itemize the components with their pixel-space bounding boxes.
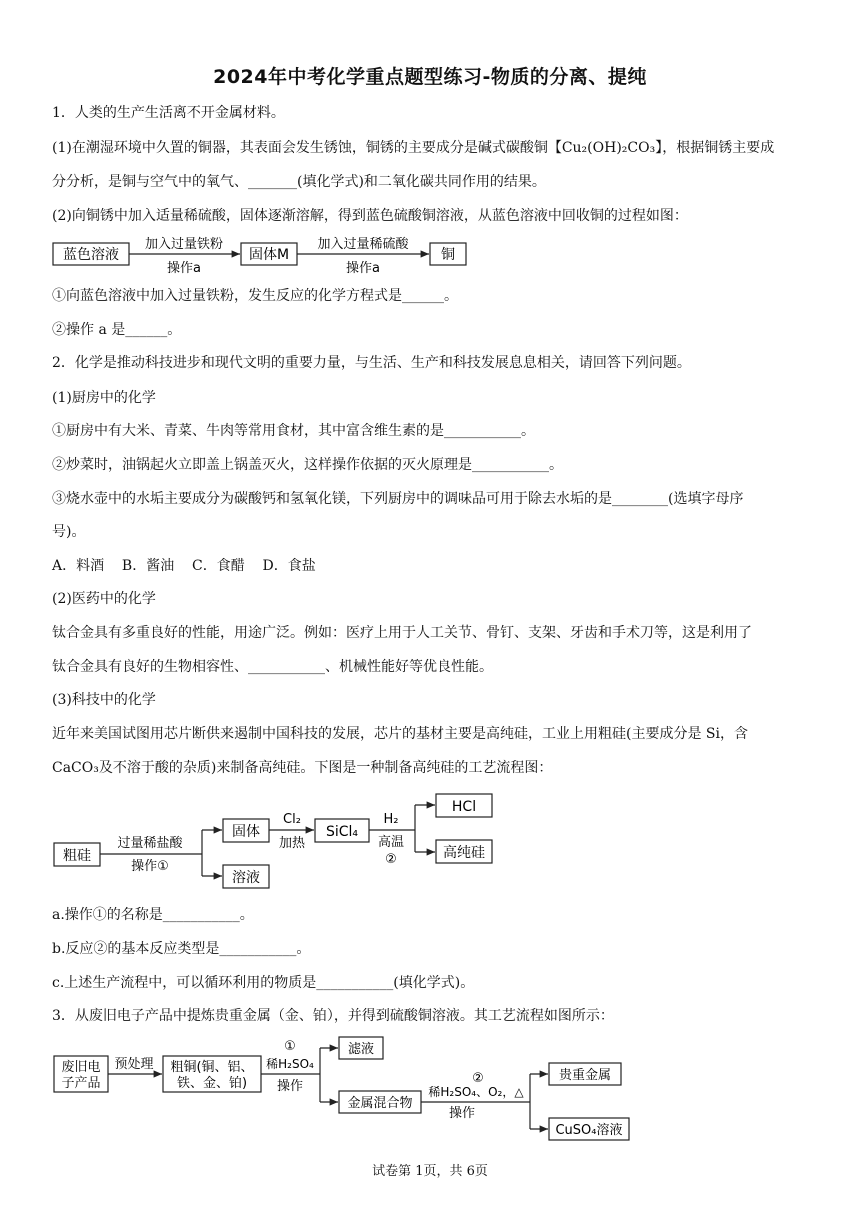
arrow-h2-step: ② <box>385 852 397 867</box>
precious-metal-flowchart <box>50 1034 650 1146</box>
question-2-part-2-line-1: 钛合金具有多重良好的性能，用途广泛。例如：医疗上用于人工关节、骨钉、支架、牙齿和手术刀等，这是利用了 <box>52 625 752 641</box>
box-waste-label-1: 废旧电 <box>61 1060 101 1075</box>
box-filtrate-label: 滤液 <box>347 1042 375 1057</box>
box-hcl-label: HCl <box>451 799 477 815</box>
arrow-step-1-reagent: 稀H₂SO₄ <box>266 1057 314 1071</box>
arrow-step-2-reagent: 稀H₂SO₄、O₂，△ <box>428 1085 524 1099</box>
question-3-stem: 3．从废旧电子产品中提炼贵重金属（金、铂），并得到硫酸铜溶液。其工艺流程如图所示： <box>52 1008 614 1024</box>
arrow-hcl-operation: 操作① <box>131 859 169 874</box>
question-2-part-3-line-1: 近年来美国试图用芯片断供来遏制中国科技的发展，芯片的基材主要是高纯硅，工业上用粗硅(主要成分是 Si，含 <box>52 726 748 742</box>
box-solution-label: 溶液 <box>232 870 260 886</box>
box-solid-m-label: 固体M <box>248 247 290 263</box>
question-1-part-1-line-1: (1)在潮湿环境中久置的铜器，其表面会发生锈蚀，铜锈的主要成分是碱式碳酸铜【Cu₂(OH)₂CO₃】，根据铜锈主要成 <box>52 140 775 156</box>
question-2-part-3-line-2: CaCO₃及不溶于酸的杂质)来制备高纯硅。下图是一种制备高纯硅的工艺流程图： <box>52 760 553 776</box>
question-1-part-1-line-2: 分分析，是铜与空气中的氧气、_______(填化学式)和二氧化碳共同作用的结果。 <box>52 174 546 190</box>
question-2-part-3-sub-b: b.反应②的基本反应类型是___________。 <box>52 941 311 957</box>
question-2-part-3-sub-a: a.操作①的名称是___________。 <box>52 907 254 923</box>
arrow-add-acid-operation: 操作a <box>346 261 380 276</box>
arrow-add-iron-operation: 操作a <box>167 261 201 276</box>
page-title: 2024年中考化学重点题型练习-物质的分离、提纯 <box>213 66 647 88</box>
box-sicl4-label: SiCl₄ <box>325 824 359 840</box>
question-2-options: A．料酒 B．酱油 C．食醋 D．食盐 <box>52 558 316 574</box>
arrow-step-2-number: ② <box>472 1071 484 1086</box>
box-waste-label-2: 子产品 <box>61 1076 101 1091</box>
question-2-part-2-line-2: 钛合金具有良好的生物相容性、___________、机械性能好等优良性能。 <box>52 659 493 675</box>
arrow-cl2-condition: 加热 <box>278 836 306 851</box>
arrow-pretreatment-label: 预处理 <box>114 1057 154 1072</box>
box-precious-metal-label: 贵重金属 <box>558 1068 612 1083</box>
question-2-part-1-sub-2: ②炒菜时，油锅起火立即盖上锅盖灭火，这样操作依据的灭火原理是___________。 <box>52 457 563 473</box>
box-solid-label: 固体 <box>232 824 260 840</box>
arrow-step-1-number: ① <box>284 1039 296 1054</box>
arrow-step-1-operation: 操作 <box>276 1079 304 1094</box>
question-2-part-1-sub-1: ①厨房中有大米、青菜、牛肉等常用食材，其中富含维生素的是___________。 <box>52 423 535 439</box>
silicon-purification-flowchart <box>50 790 500 894</box>
arrow-step-2-operation: 操作 <box>448 1106 476 1121</box>
box-pure-silicon-label: 高纯硅 <box>443 845 485 861</box>
arrow-hcl-label: 过量稀盐酸 <box>117 836 183 851</box>
question-1-part-2-sub-2: ②操作 a 是______。 <box>52 322 182 338</box>
page-footer: 试卷第 1页，共 6页 <box>372 1164 488 1179</box>
box-blue-solution-label: 蓝色溶液 <box>63 247 119 263</box>
box-crude-copper-label-1: 粗铜(铜、铝、 <box>170 1060 254 1075</box>
question-2-part-1-sub-3-line-1: ③烧水壶中的水垢主要成分为碳酸钙和氢氧化镁，下列厨房中的调味品可用于除去水垢的是________(选填字母序 <box>52 491 744 507</box>
arrow-add-acid-label: 加入过量稀硫酸 <box>317 237 409 252</box>
box-copper-label: 铜 <box>441 247 455 263</box>
question-1-part-2: (2)向铜锈中加入适量稀硫酸，固体逐渐溶解，得到蓝色硫酸铜溶液，从蓝色溶液中回收铜的过程如图： <box>52 208 688 224</box>
arrow-add-iron-label: 加入过量铁粉 <box>144 237 224 252</box>
question-2-stem: 2．化学是推动科技进步和现代文明的重要力量，与生活、生产和科技发展息息相关，请回答下列问题。 <box>52 355 691 371</box>
question-2-part-2-heading: (2)医药中的化学 <box>52 591 156 607</box>
copper-recovery-flowchart <box>50 232 480 280</box>
question-2-part-3-sub-c: c.上述生产流程中，可以循环利用的物质是___________(填化学式)。 <box>52 975 475 991</box>
question-2-part-3-heading: (3)科技中的化学 <box>52 692 156 708</box>
box-cuso4-solution-label: CuSO₄溶液 <box>555 1123 623 1138</box>
arrow-h2-label: H₂ <box>383 812 399 827</box>
arrow-cl2-label: Cl₂ <box>283 812 301 827</box>
box-metal-mixture-label: 金属混合物 <box>347 1096 413 1111</box>
question-2-part-1-heading: (1)厨房中的化学 <box>52 390 156 406</box>
box-crude-copper-label-2: 铁、金、铂) <box>176 1076 248 1091</box>
question-1-stem: 1．人类的生产生活离不开金属材料。 <box>52 105 285 121</box>
arrow-h2-condition: 高温 <box>377 835 405 850</box>
question-2-part-1-sub-3-line-2: 号)。 <box>52 524 86 540</box>
question-1-part-2-sub-1: ①向蓝色溶液中加入过量铁粉，发生反应的化学方程式是______。 <box>52 288 458 304</box>
box-crude-silicon-label: 粗硅 <box>63 848 91 864</box>
